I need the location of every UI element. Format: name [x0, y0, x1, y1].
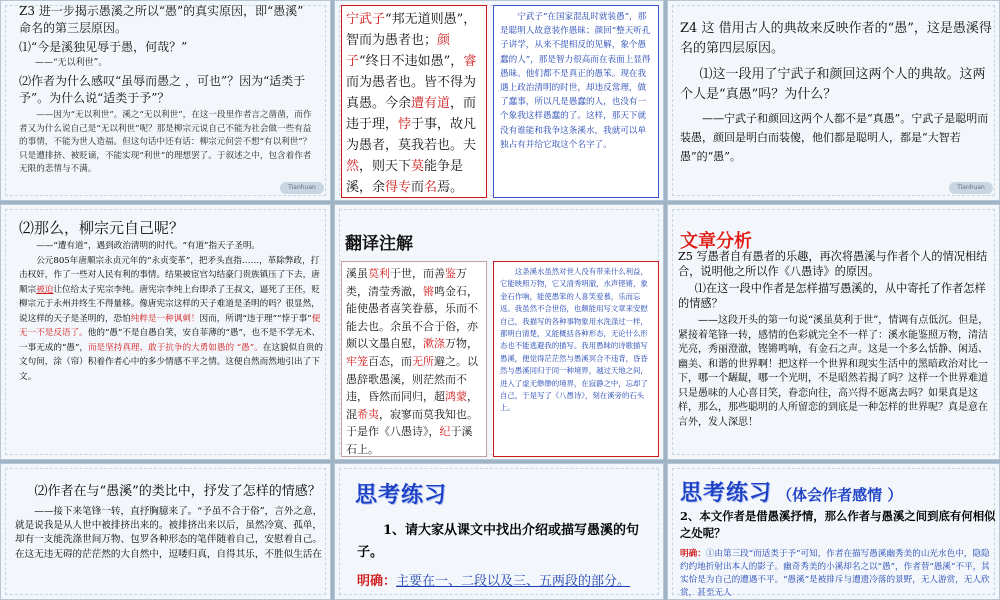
slide3-content [680, 19, 992, 166]
slide-subtitle: （体会作者感情 ） [777, 486, 903, 504]
slide-title: 文章分析 [680, 231, 752, 252]
text-part: 焉。 [437, 180, 464, 195]
term-yanzi: 颜子 [346, 33, 451, 69]
text-part: ，则天下 [359, 159, 412, 174]
z3-label: Z3 [19, 4, 35, 18]
term-xiyi: 希夷 [357, 407, 379, 421]
text-part: “邦无道则愚”，智而为愚者也； [346, 12, 477, 48]
answer-text: 主要在一、二段以及三、五两段的部分。 [396, 574, 631, 589]
answer-label: 明确： [680, 549, 706, 559]
term-beipo: 被迫 [36, 284, 54, 295]
z4-label: Z4 [680, 21, 698, 36]
z4-paragraph [680, 19, 992, 59]
text-part: 在这貌似自贵的文句间，涂（帘）积着作者心中的多少情感不平之情。这便自然而然地引出了下文。 [19, 342, 323, 382]
answer: ——宁武子和颜回这两个人都不是“真愚”。宁武子是聪明而装愚，颜回是明白而装傻，他们都是聪明人，都是“大智若愚”的“愚”。 [680, 112, 989, 163]
z5-paragraph [678, 249, 994, 279]
text-part: 让位给太子宪宗李纯。唐宪宗李纯上台即杀了王叔文，逼死了王伾，贬柳宗元于永州并终生不得量移。像唐宪宗这样的天子难道是圣明的吗？很显然，说这样的天子是圣明的，恐怕 [19, 284, 320, 324]
question: ⑵那么，柳宗元自己呢？ [19, 219, 185, 237]
text-part: 他的“愚”不是自愚自笑，安自菲薄的“愚”，也不是不学无术、一事无成的“愚”， [19, 328, 321, 353]
original-text [346, 265, 482, 459]
z3-paragraph [19, 3, 319, 37]
slide-6[interactable] [667, 204, 1000, 460]
text-part: ，混 [346, 390, 478, 421]
slide-7[interactable] [0, 463, 331, 600]
slide1-content [19, 3, 319, 177]
term-ningwuzi: 宁武子 [346, 12, 386, 27]
term-hongmeng: 鸿蒙 [445, 390, 467, 404]
answer [357, 572, 657, 592]
answer-2: ——因为“无以利世”。溪之“无以利世”，在这一段里作者言之凿凿，而作者又为什么说自己是“无以利世”呢？那是柳宗元说自己不能为社会做一些有益的事情，不能为世人造福。但这句话中还有话：柳宗元何尝不想“有以利世”？只是遭排挤、被贬谪，不能实现“利世”的理想罢了。于叙述之中，包含着作者无限的悲情与不满。 [19, 110, 312, 174]
text-part: 于世，而善 [390, 267, 445, 280]
text-part: 万类，清莹秀澈， [346, 267, 467, 298]
text-part: “终日不违如愚”， [359, 54, 464, 69]
text-part: 溪虽 [346, 267, 368, 280]
original-text [346, 9, 482, 198]
term-ji: 纪 [439, 425, 451, 439]
original-text-box [341, 5, 487, 198]
text-part: 而 [411, 180, 425, 195]
slide-2[interactable] [334, 0, 664, 201]
text-part: 于事，故凡为愚者，莫我若也。夫 [346, 117, 477, 153]
z5-label: Z5 [678, 250, 693, 263]
answer-2 [19, 254, 324, 385]
slide-3[interactable] [667, 0, 1000, 201]
text-part: 而为愚者也。皆不得为真愚。今余 [346, 75, 477, 111]
translation-text: 宁武子“在国家混乱时就装愚”，那是聪明人故意装作愚昧；颜回“整天听孔子讲学，从来不提相反的见解，象个愚蠢的人”，那是智力很高而在表面上显得愚昧。他们都不是真正的愚笨。现在我遇上政治清明的时世，却违反常理，做了蠢事，所以凡是愚蠢的人，也没有一个象我这样愚蠢的了。这样，那天下就没有谁能和我争这条溪水，我就可以单独占有并给它取这个名字了。 [500, 12, 651, 150]
term-rui: 睿 [463, 54, 477, 69]
term-fanyu: 便无一不是反语了。 [19, 313, 321, 338]
slide-title: 翻译注解 [345, 234, 413, 254]
question: ⑴在这一段中作者是怎样描写愚溪的，从中寄托了作者怎样的情感？ [678, 282, 986, 310]
logo: Tianhuan [949, 182, 993, 194]
slide-title-row [680, 476, 902, 507]
slide-1[interactable] [0, 0, 331, 201]
term-moli: 莫利 [368, 267, 390, 280]
answer [680, 548, 996, 600]
term-dayong: 而是坚持真理、敢于抗争的大勇如愚的 “愚”。 [87, 342, 263, 353]
term-bei: 悖 [398, 117, 412, 132]
text-part: 万物， [445, 337, 478, 351]
term-shudi: 漱涤 [423, 337, 445, 351]
slide7-content [15, 482, 323, 562]
text-part: 能争是溪，余 [346, 159, 464, 195]
slide-4[interactable] [0, 204, 331, 460]
answer: ——这段开头的第一句说“溪虽莫利于世”，情调有点低沉。但是，紧接着笔锋一转，感情的色彩就完全不一样了：溪水能鉴照万物，清洁光亮，秀丽澄澈，铿锵鸣响，有金石之声。这是一个多么恬静、闲适、幽美、和谐的世界啊！把这样一个世界和现实生活中的黑暗政治对比一下，哪一个龌龊，哪一个光明，不是昭然若揭了吗？这样一个世界难道只是愚味的人心喜目笑，眷恋向往，高兴得不愿离去吗？如果真是这样，那么，那些聪明的人所留恋的到底是一种怎样的世界呢？真是意在言外，发人深思！ [678, 315, 989, 428]
question: 2、本文作者是借愚溪抒情，那么作者与愚溪之间到底有何相似之处呢？ [680, 509, 996, 540]
logo: Tianhuan [280, 182, 324, 194]
term-zaoyoudao: 遭有道 [411, 96, 451, 111]
text-part: ，而违于理， [346, 96, 477, 132]
z3-text: 进一步揭示愚溪之所以“愚”的真实原因，即“愚溪” 命名的第三层原因。 [19, 4, 304, 35]
text-part: 避之。以愚辞歌愚溪，则茫然而不违，昏然而同归，超 [346, 354, 478, 404]
slide-5[interactable] [334, 204, 664, 460]
answer: ——接下来笔锋一转，直抒胸臆来了。“予虽不合于俗”，言外之意，就是说我是从人世中被排挤出来的。被排挤出来以后，虽然冷寞、孤单，却有一支能洗涤世间万物、包罗各种形态的笔伴随着自己，安慰着自己。在这无违无碍的茫茫然的大自然中，逗喽归真，自得其乐，不胜似生活在 [15, 506, 323, 560]
text-part: ，寂寥而莫我知也。于是作《八愚诗》， [346, 407, 478, 439]
term-laolong: 牢笼 [346, 354, 368, 368]
term-jian: 鉴 [445, 267, 456, 280]
text-part: 因而，所谓“违于理”“悖于事” [199, 313, 312, 324]
text-part: 公元805年唐顺宗永贞元年的“永贞变革”，把矛头直指……，革除弊政，打击权奸，作了一些对人民有利的事情。结果被宦官勾结豪门贵族镇压了下去，唐顺宗 [19, 255, 320, 295]
slide4-content [19, 217, 324, 384]
slide6-content [678, 249, 994, 430]
term-mo: 莫 [411, 159, 425, 174]
question: 1、请大家从课文中找出介绍或描写愚溪的句子。 [357, 523, 640, 560]
question-2: ⑵作者为什么感叹“虽辱而愚之 ，可也”？因为“适类于予”。为什么说“适类于予”？ [19, 74, 306, 105]
term-ran: 然 [346, 159, 360, 174]
slide-9[interactable] [667, 463, 1000, 600]
answer-1: ——“无以利世”。 [35, 58, 108, 68]
term-ming: 名 [424, 180, 438, 195]
z5-text: 写愚者自有愚者的乐趣，再次将愚溪与作者个人的情况相结合，说明他之所以作《八愚诗》的原因。 [678, 250, 988, 278]
term-dezhuan: 得专 [385, 180, 412, 195]
question: ⑴这一段用了宁武子和颜回这两个人的典故。这两个人是“真愚”吗？为什么？ [680, 67, 986, 102]
text-part: 百态，而 [368, 354, 412, 368]
answer-text: ①由第三段“而适类于予”可知，作者在描写愚溪幽秀美的山光水色中，隐隐约约地折射出本人的影子。幽奇秀美的小溪却名之以“愚”，作者替“愚溪”不平，其实恰是为自己的遭遇不平。“愚溪”是被排斥与遭遗冷落的景野，无人游赏，无人欣赏，甚至无人 [680, 549, 990, 598]
answer-1: ——“遭有道”，遇到政治清明的时代。“有道”指天子圣明。 [36, 241, 261, 251]
slide-title: 思考练习 [680, 481, 773, 506]
answer-label: 明确： [357, 574, 397, 589]
question-1: ⑴“今是溪独见辱于愚，何哉？” [19, 40, 188, 54]
term-qiang: 锵 [423, 284, 434, 298]
question: ⑵作者在与“愚溪”的类比中，抒发了怎样的情感？ [34, 484, 321, 499]
z4-text: 这 借用古人的典故来反映作者的“愚”，这是愚溪得名的第四层原因。 [680, 21, 992, 56]
original-text-box [341, 261, 487, 457]
term-wusuo: 无所 [412, 354, 434, 368]
text-part: 于溪石上。 [346, 425, 473, 456]
term-fengci: 纯粹是一种讽刺！ [130, 313, 200, 324]
slide-8[interactable] [334, 463, 664, 600]
translation-text: 这条溪水虽然对世人没有带来什么利益，它能映照万物，它又清秀明澈，水声铿锵，象金石作响，能使愚笨的人喜笑爱慕，乐而忘返。我虽然不合世俗，也颇能用写文章来安慰自己，我描写的各种事物象用水洗涤过一样，都明白清楚，又能概括各种形态，无论什么形态也不能逃避我的描写。我用愚昧的诗歌描写愚溪，便觉得茫茫然与愚溪冥合不违背，昏昏然与愚溪同归于同一种境界，越过天地之间，进入了虚无缈缈的境界，在寂静之中，忘却了自己，于是写了《八愚诗》，刻在溪旁的石头上。 [500, 267, 648, 413]
slide-title: 思考练习 [355, 483, 448, 508]
text-part: 鸣金石，能使愚者喜笑眷慕，乐而不能去也。余虽不合于俗，亦颇以文墨自慰， [346, 284, 478, 351]
translation-box [493, 5, 659, 198]
translation-box [493, 261, 659, 457]
